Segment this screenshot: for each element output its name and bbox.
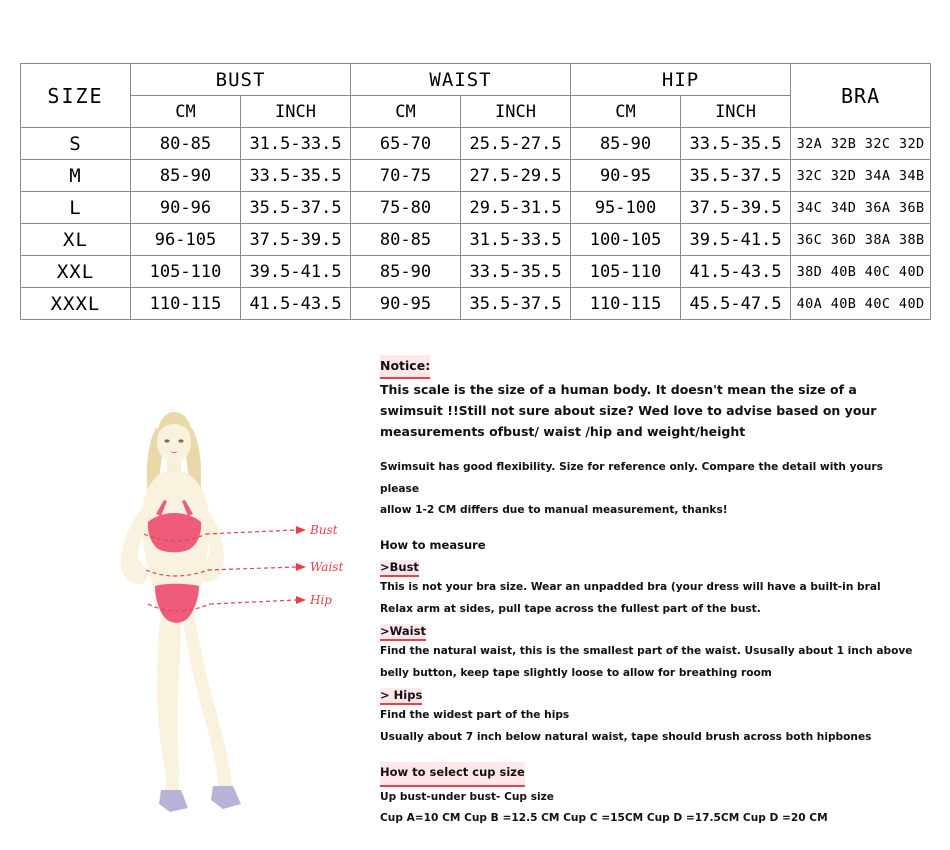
header-bust: BUST bbox=[131, 64, 351, 96]
swimsuit-top-icon bbox=[148, 513, 201, 552]
cup-heading-row bbox=[380, 761, 925, 787]
hip-label: Hip bbox=[310, 593, 332, 607]
spacer bbox=[380, 444, 925, 457]
flexibility-line-2: allow 1-2 CM differs due to manual measurement, thanks! bbox=[380, 504, 728, 516]
cell-bust-cm: 110-115 bbox=[131, 288, 241, 320]
bust-arrow-icon bbox=[296, 526, 306, 534]
cell-bust-inch: 35.5-37.5 bbox=[241, 192, 351, 224]
cup-line-2: Cup A=10 CM Cup B =12.5 CM Cup C =15CM Cup D =17.5CM Cup D =20 CM bbox=[380, 812, 828, 824]
cell-bust-inch: 31.5-33.5 bbox=[241, 128, 351, 160]
header-waist: WAIST bbox=[351, 64, 571, 96]
hips-section-heading: > Hips bbox=[380, 688, 422, 705]
cell-waist-cm: 65-70 bbox=[351, 128, 461, 160]
cup-line-1: Up bust-under bust- Cup size bbox=[380, 790, 554, 803]
header-bust-cm: CM bbox=[131, 96, 241, 128]
shoe-right-icon bbox=[211, 786, 241, 809]
cell-hip-cm: 95-100 bbox=[571, 192, 681, 224]
cell-waist-cm: 85-90 bbox=[351, 256, 461, 288]
notice-title: Notice: bbox=[380, 355, 430, 379]
cell-bust-cm: 96-105 bbox=[131, 224, 241, 256]
cell-bust-cm: 80-85 bbox=[131, 128, 241, 160]
hips-line-1: Find the widest part of the hips bbox=[380, 709, 570, 721]
cell-hip-cm: 100-105 bbox=[571, 224, 681, 256]
cell-hip-inch: 41.5-43.5 bbox=[681, 256, 791, 288]
table-header-row-groups bbox=[21, 64, 931, 96]
cell-size: M bbox=[21, 160, 131, 192]
bust-line-2: Relax arm at sides, pull tape across the fullest part of the bust. bbox=[380, 602, 761, 615]
cell-bust-inch: 37.5-39.5 bbox=[241, 224, 351, 256]
header-hip: HIP bbox=[571, 64, 791, 96]
cell-bra: 34C 34D 36A 36B bbox=[791, 192, 931, 224]
cell-hip-inch: 45.5-47.5 bbox=[681, 288, 791, 320]
measurement-figure bbox=[60, 400, 360, 820]
waist-line-1: Find the natural waist, this is the smallest part of the waist. Ususally about 1 inch above bbox=[380, 645, 913, 657]
notice-title-row bbox=[380, 355, 925, 379]
cell-bust-inch: 33.5-35.5 bbox=[241, 160, 351, 192]
waist-arrow-icon bbox=[296, 563, 306, 571]
header-bust-inch: INCH bbox=[241, 96, 351, 128]
cell-bust-cm: 85-90 bbox=[131, 160, 241, 192]
hip-arrow-icon bbox=[296, 596, 306, 604]
cell-waist-cm: 90-95 bbox=[351, 288, 461, 320]
size-chart-table bbox=[20, 63, 931, 320]
leg-left-icon bbox=[157, 610, 181, 792]
hips-line-2: Usually about 7 inch below natural waist, tape should brush across both hipbones bbox=[380, 730, 872, 743]
cell-size: XL bbox=[21, 224, 131, 256]
waist-line-2: belly button, keep tape slightly loose to allow for breathing room bbox=[380, 666, 772, 679]
header-waist-cm: CM bbox=[351, 96, 461, 128]
table-row bbox=[21, 224, 931, 256]
cell-waist-inch: 31.5-33.5 bbox=[461, 224, 571, 256]
notice-line-3: measurements ofbust/ waist /hip and weight/height bbox=[380, 424, 746, 439]
table-row bbox=[21, 160, 931, 192]
cell-size: L bbox=[21, 192, 131, 224]
cell-waist-inch: 25.5-27.5 bbox=[461, 128, 571, 160]
header-size: SIZE bbox=[21, 64, 131, 128]
table-row bbox=[21, 192, 931, 224]
leg-right-icon bbox=[182, 610, 232, 788]
notice-line-2: swimsuit !!Still not sure about size? Wed love to advise based on your bbox=[380, 403, 877, 418]
cell-waist-inch: 35.5-37.5 bbox=[461, 288, 571, 320]
bust-head-row bbox=[380, 556, 925, 577]
cell-bra: 36C 36D 38A 38B bbox=[791, 224, 931, 256]
header-hip-inch: INCH bbox=[681, 96, 791, 128]
bust-section-heading: >Bust bbox=[380, 560, 419, 577]
cup-size-heading: How to select cup size bbox=[380, 762, 525, 787]
hip-leader-line bbox=[210, 600, 296, 604]
header-bra: BRA bbox=[791, 64, 931, 128]
size-chart-table-container bbox=[20, 63, 930, 320]
spacer bbox=[380, 748, 925, 761]
flexibility-line-1: Swimsuit has good flexibility. Size for reference only. Compare the detail with yours please bbox=[380, 461, 883, 495]
cell-hip-cm: 105-110 bbox=[571, 256, 681, 288]
cell-hip-inch: 37.5-39.5 bbox=[681, 192, 791, 224]
waist-section-heading: >Waist bbox=[380, 624, 426, 641]
cell-size: XXL bbox=[21, 256, 131, 288]
cell-bust-cm: 105-110 bbox=[131, 256, 241, 288]
spacer bbox=[380, 522, 925, 535]
how-to-measure-block bbox=[380, 535, 925, 749]
cell-hip-inch: 39.5-41.5 bbox=[681, 224, 791, 256]
measure-arrowheads bbox=[296, 526, 306, 604]
cell-waist-cm: 80-85 bbox=[351, 224, 461, 256]
cell-bust-inch: 39.5-41.5 bbox=[241, 256, 351, 288]
eye-left-icon bbox=[164, 439, 169, 442]
cell-bust-cm: 90-96 bbox=[131, 192, 241, 224]
instructions-column bbox=[380, 355, 925, 830]
cell-bra: 32A 32B 32C 32D bbox=[791, 128, 931, 160]
cell-size: XXXL bbox=[21, 288, 131, 320]
bust-label: Bust bbox=[310, 523, 338, 537]
waist-label: Waist bbox=[310, 560, 344, 574]
table-row bbox=[21, 288, 931, 320]
cell-waist-inch: 27.5-29.5 bbox=[461, 160, 571, 192]
cell-hip-inch: 35.5-37.5 bbox=[681, 160, 791, 192]
how-to-measure-heading: How to measure bbox=[380, 537, 486, 552]
cell-bra: 38D 40B 40C 40D bbox=[791, 256, 931, 288]
header-hip-cm: CM bbox=[571, 96, 681, 128]
eye-right-icon bbox=[178, 439, 183, 442]
cell-waist-inch: 29.5-31.5 bbox=[461, 192, 571, 224]
notice-block bbox=[380, 355, 925, 442]
cell-bra: 40A 40B 40C 40D bbox=[791, 288, 931, 320]
cell-hip-cm: 85-90 bbox=[571, 128, 681, 160]
cell-waist-cm: 75-80 bbox=[351, 192, 461, 224]
table-row bbox=[21, 128, 931, 160]
hips-head-row bbox=[380, 684, 925, 705]
cell-bust-inch: 41.5-43.5 bbox=[241, 288, 351, 320]
header-waist-inch: INCH bbox=[461, 96, 571, 128]
notice-line-1: This scale is the size of a human body. It doesn't mean the size of a bbox=[380, 382, 857, 397]
cell-bra: 32C 32D 34A 34B bbox=[791, 160, 931, 192]
cell-waist-inch: 33.5-35.5 bbox=[461, 256, 571, 288]
cell-waist-cm: 70-75 bbox=[351, 160, 461, 192]
flexibility-block bbox=[380, 457, 925, 522]
cell-hip-inch: 33.5-35.5 bbox=[681, 128, 791, 160]
table-row bbox=[21, 256, 931, 288]
woman-body-diagram-svg bbox=[60, 400, 360, 820]
cup-size-block bbox=[380, 761, 925, 830]
waist-head-row bbox=[380, 620, 925, 641]
bust-line-1: This is not your bra size. Wear an unpadded bra (your dress will have a built-in bral bbox=[380, 581, 881, 593]
cell-hip-cm: 90-95 bbox=[571, 160, 681, 192]
shoe-left-icon bbox=[159, 790, 188, 812]
cell-hip-cm: 110-115 bbox=[571, 288, 681, 320]
cell-size: S bbox=[21, 128, 131, 160]
